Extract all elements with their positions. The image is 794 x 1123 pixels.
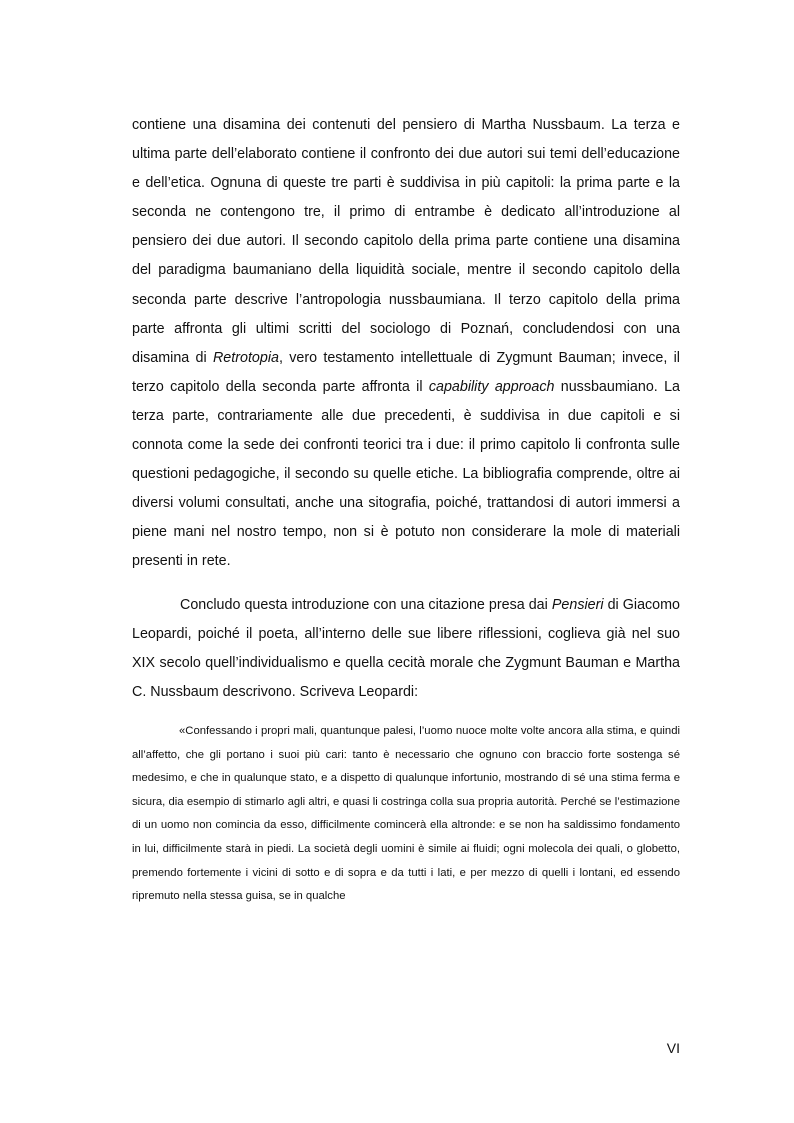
paragraph-text: contiene una disamina dei contenuti del pensiero di Martha Nussbaum. La terza e ultima parte dell’elaborato contiene il confronto dei due autori sui temi dell’educazione e dell’etica. Ognuna di queste tre parti è suddivisa in più capitoli: la prima parte e la seconda ne contengono tre, il primo di entrambe è dedicato all’introduzione al pensiero dei due autori. Il secondo capitolo della prima parte contiene una disamina del paradigma baumaniano della liquidità sociale, mentre il secondo capitolo della seconda parte descrive l’antropologia nussbaumiana. Il terzo capitolo della prima parte affronta gli ultimi scritti del sociologo di Poznań, concludendosi con una disamina di	[132, 117, 680, 366]
paragraph-text: Concludo questa introduzione con una citazione presa dai	[180, 597, 552, 613]
body-paragraph-structure	[132, 111, 680, 577]
italic-title-pensieri: Pensieri	[551, 597, 604, 613]
paragraph-text: nussbaumiano. La terza parte, contrariamente alle due precedenti, è suddivisa in due capitoli e si connota come la sede dei confronti teorici tra i due: il primo capitolo li confronta sulle questioni pedagogiche, il secondo su quelle etiche. La bibliografia comprende, oltre ai diversi volumi consultati, anche una sitografia, poiché, trattandosi di autori immersi a piene mani nel nostro tempo, non si è potuto non considerare la mole di materiali presenti in rete.	[132, 378, 680, 570]
italic-term-capability-approach: capability approach	[428, 378, 555, 395]
page-number: VI	[666, 1040, 680, 1056]
italic-title-retrotopia: Retrotopia	[212, 349, 279, 366]
paragraph-text: di Giacomo Leopardi, poiché il poeta, all’interno delle sue libere riflessioni, coglieva già nel suo XIX secolo quell’individualismo e quella cecità morale che Zygmunt Bauman e Martha C. Nussbaum descrivono. Scriveva Leopardi:	[132, 597, 680, 701]
body-paragraph-conclusion	[132, 591, 680, 707]
block-quote-leopardi: «Confessando i propri mali, quantunque palesi, l’uomo nuoce molte volte ancora alla stima, e quindi all’affetto, che gli portano i suoi più cari: tanto è necessario che ognuno con braccio forte sostenga sé medesimo, e che in qualunque stato, e a dispetto di qualunque infortunio, mostrando di sé una stima ferma e sicura, dia esempio di stimarlo agli altri, e quasi li costringa colla sua propria autorità. Perché se l’estimazione di un uomo non comincia da esso, difficilmente comincerà ella altronde: e se non ha saldissimo fondamento in lui, difficilmente starà in piedi. La società degli uomini è simile ai fluidi; ogni molecola dei quali, o globetto, premendo fortemente i vicini di sotto e di sopra e da tutti i lati, e per mezzo di quelli i lontani, ed essendo ripremuto nella stessa guisa, se in qualche	[132, 725, 680, 903]
paragraph-text: , vero testamento intellettuale di Zygmunt Bauman; invece, il terzo capitolo della seconda parte affronta il	[132, 349, 680, 395]
